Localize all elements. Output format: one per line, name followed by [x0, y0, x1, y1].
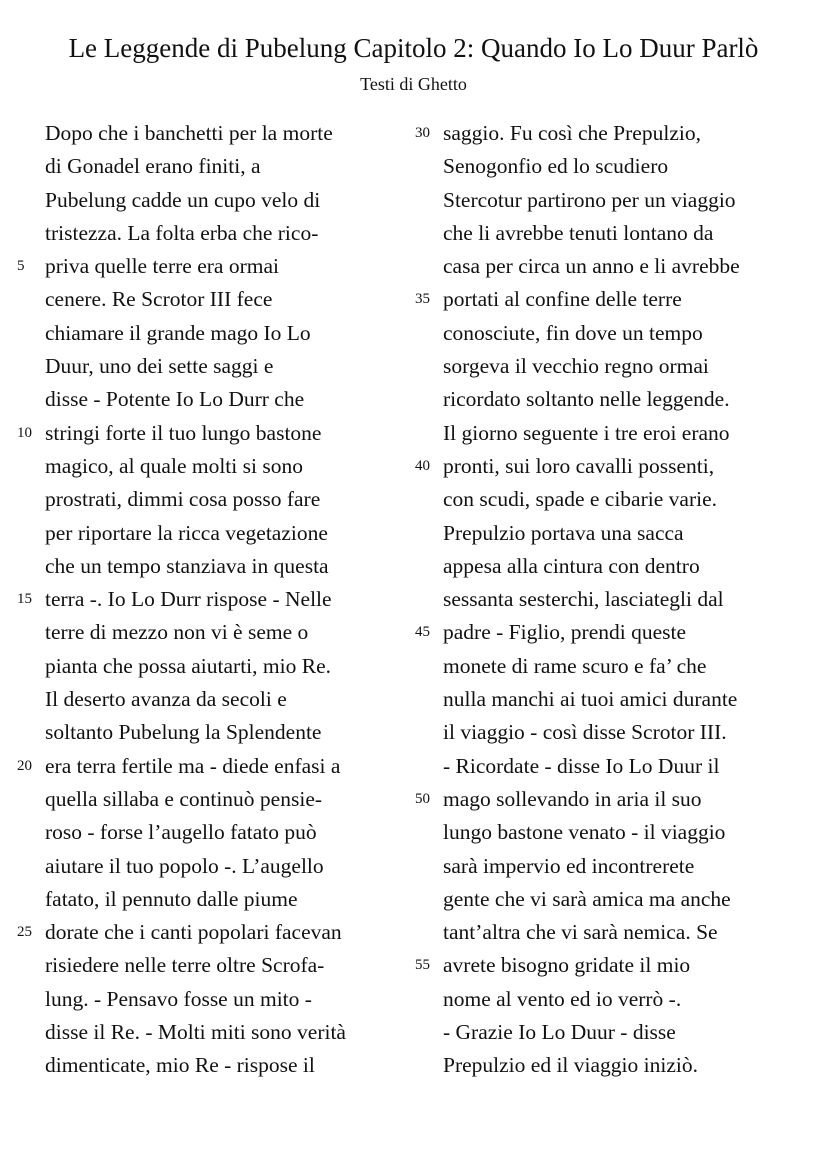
line-number: 30: [415, 125, 430, 141]
line-text: con scudi, spade e cibarie varie.: [443, 487, 717, 512]
line-text: Prepulzio portava una sacca: [443, 520, 684, 545]
line-text: disse il Re. - Molti miti sono verità: [45, 1020, 346, 1045]
text-line: [415, 283, 803, 316]
line-text: gente che vi sarà amica ma anche: [443, 886, 731, 911]
line-text: che li avrebbe tenuti lontano da: [443, 220, 714, 245]
text-line: [443, 716, 803, 749]
line-text: portati al confine delle terre: [443, 287, 682, 312]
line-text: fatato, il pennuto dalle piume: [45, 886, 298, 911]
text-line: [17, 583, 405, 616]
text-line: [443, 383, 803, 416]
text-line: [443, 550, 803, 583]
text-line: [443, 184, 803, 217]
line-text: Prepulzio ed il viaggio iniziò.: [443, 1053, 698, 1078]
line-text: stringi forte il tuo lungo bastone: [45, 420, 322, 445]
text-line: [443, 417, 803, 450]
text-line: [45, 1016, 405, 1049]
line-text: saggio. Fu così che Prepulzio,: [443, 121, 701, 145]
text-line: [443, 1049, 803, 1082]
text-line: [443, 150, 803, 183]
text-line: [443, 350, 803, 383]
text-line: [17, 750, 405, 783]
line-text: tristezza. La folta erba che rico-: [45, 220, 319, 245]
line-text: mago sollevando in aria il suo: [443, 786, 702, 811]
line-number: 40: [415, 457, 430, 474]
line-text: soltanto Pubelung la Splendente: [45, 720, 322, 745]
line-text: Stercotur partirono per un viaggio: [443, 187, 736, 212]
line-number: 55: [415, 957, 430, 974]
line-text: padre - Figlio, prendi queste: [443, 620, 687, 645]
text-line: [45, 383, 405, 416]
text-line: [45, 350, 405, 383]
line-text: Pubelung cadde un cupo velo di: [45, 187, 321, 212]
text-line: [45, 550, 405, 583]
text-line: [17, 417, 405, 450]
line-number: 25: [17, 924, 32, 941]
text-line: [45, 1049, 405, 1082]
text-line: [443, 250, 803, 283]
line-text: il viaggio - così disse Scrotor III.: [443, 720, 727, 745]
text-line: [45, 517, 405, 550]
line-number: 35: [415, 291, 430, 308]
line-text: per riportare la ricca vegetazione: [45, 520, 328, 545]
text-line: [17, 916, 405, 949]
text-line: [443, 916, 803, 949]
line-text: Dopo che i banchetti per la morte: [45, 121, 333, 145]
text-line: [45, 117, 405, 150]
line-text: pianta che possa aiutarti, mio Re.: [45, 653, 331, 678]
text-line: [45, 317, 405, 350]
page-title: Le Leggende di Pubelung Capitolo 2: Quando Io Lo Duur Parlò: [68, 33, 759, 63]
line-text: sessanta sesterchi, lasciategli dal: [443, 587, 724, 612]
text-line: [415, 949, 803, 982]
line-text: dimenticate, mio Re - rispose il: [45, 1053, 315, 1078]
text-line: [443, 983, 803, 1016]
line-number: 45: [415, 624, 430, 641]
line-text: aiutare il tuo popolo -. L’augello: [45, 853, 324, 878]
line-text: appesa alla cintura con dentro: [443, 553, 700, 578]
line-text: era terra fertile ma - diede enfasi a: [45, 753, 341, 778]
text-line: [45, 683, 405, 716]
line-text: nulla manchi ai tuoi amici durante: [443, 687, 738, 712]
line-text: prostrati, dimmi cosa posso fare: [45, 487, 321, 512]
line-text: monete di rame scuro e fa’ che: [443, 653, 707, 678]
line-text: Senogonfio ed lo scudiero: [443, 154, 669, 179]
page-subtitle: Testi di Ghetto: [360, 74, 467, 94]
line-text: dorate che i canti popolari facevan: [45, 920, 342, 945]
text-line: [415, 450, 803, 483]
line-text: tant’altra che vi sarà nemica. Se: [443, 920, 718, 945]
text-line: [17, 250, 405, 283]
text-line: [45, 217, 405, 250]
text-line: [45, 184, 405, 217]
text-line: [45, 983, 405, 1016]
line-number: 15: [17, 591, 32, 608]
line-text: che un tempo stanziava in questa: [45, 553, 329, 578]
line-number: 5: [17, 258, 25, 275]
text-line: [45, 450, 405, 483]
text-line: [415, 616, 803, 649]
text-line: [443, 816, 803, 849]
line-text: di Gonadel erano finiti, a: [45, 154, 261, 179]
text-line: [45, 816, 405, 849]
text-line: [443, 850, 803, 883]
line-text: Il giorno seguente i tre eroi erano: [443, 420, 730, 445]
text-line: [443, 517, 803, 550]
text-line: [45, 483, 405, 516]
text-line: [45, 883, 405, 916]
text-line: [45, 650, 405, 683]
line-text: Il deserto avanza da secoli e: [45, 687, 287, 712]
text-line: [45, 850, 405, 883]
text-line: [45, 949, 405, 982]
text-line: [45, 616, 405, 649]
line-text: risiedere nelle terre oltre Scrofa-: [45, 953, 325, 978]
line-number: 50: [415, 790, 430, 807]
line-text: chiamare il grande mago Io Lo: [45, 320, 311, 345]
line-text: magico, al quale molti si sono: [45, 453, 303, 478]
line-text: lung. - Pensavo fosse un mito -: [45, 986, 312, 1011]
line-text: lungo bastone venato - il viaggio: [443, 820, 726, 845]
text-line: [443, 217, 803, 250]
text-line: [45, 283, 405, 316]
text-line: [443, 483, 803, 516]
line-number: 20: [17, 757, 32, 774]
line-number: 10: [17, 424, 32, 441]
text-line: [443, 583, 803, 616]
line-text: ricordato soltanto nelle leggende.: [443, 387, 730, 412]
text-line: [443, 683, 803, 716]
text-line: [443, 650, 803, 683]
line-text: priva quelle terre era ormai: [45, 254, 279, 279]
line-text: avrete bisogno gridate il mio: [443, 953, 691, 978]
text-column-right: [415, 117, 803, 1083]
line-text: pronti, sui loro cavalli possenti,: [443, 453, 715, 478]
line-text: casa per circa un anno e li avrebbe: [443, 254, 740, 279]
line-text: Duur, uno dei sette saggi e: [45, 354, 274, 379]
text-line: [443, 317, 803, 350]
line-text: terre di mezzo non vi è seme o: [45, 620, 309, 645]
line-text: - Grazie Io Lo Duur - disse: [443, 1020, 676, 1045]
line-text: cenere. Re Scrotor III fece: [45, 287, 273, 312]
line-text: - Ricordate - disse Io Lo Duur il: [443, 753, 720, 778]
line-text: disse - Potente Io Lo Durr che: [45, 387, 305, 412]
text-line: [443, 750, 803, 783]
text-line: [415, 783, 803, 816]
text-line: [45, 783, 405, 816]
line-text: roso - forse l’augello fatato può: [45, 820, 317, 845]
text-line: [45, 150, 405, 183]
line-text: terra -. Io Lo Durr rispose - Nelle: [45, 587, 332, 612]
line-text: quella sillaba e continuò pensie-: [45, 786, 323, 811]
text-line: [443, 883, 803, 916]
line-text: nome al vento ed io verrò -.: [443, 986, 682, 1011]
text-column-left: [17, 117, 405, 1083]
text-line: [45, 716, 405, 749]
text-line: [443, 1016, 803, 1049]
line-text: sorgeva il vecchio regno ormai: [443, 354, 709, 379]
line-text: conosciute, fin dove un tempo: [443, 320, 703, 345]
text-line: [415, 117, 803, 150]
line-text: sarà impervio ed incontrerete: [443, 853, 695, 878]
